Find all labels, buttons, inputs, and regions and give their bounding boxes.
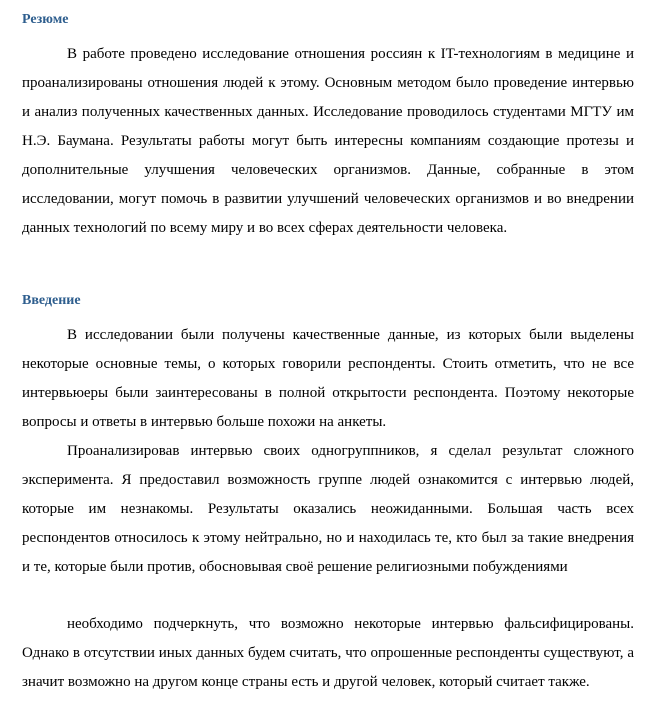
section-heading-introduction: Введение: [22, 293, 81, 308]
introduction-paragraph-1: В исследовании были получены качественные данные, из которых были выделены некоторые основные темы, о которых говорили респонденты. Стоить отметить, что не все интервьюеры были заинтересованы в полной открытости респондента. Поэтому некоторые вопросы и ответы в интервью больше похожи на анкеты.: [22, 327, 634, 430]
section-heading-summary: Резюме: [22, 12, 69, 27]
summary-paragraph: В работе проведено исследование отношения россиян к IT-технологиям в медицине и проанализированы отношения людей к этому. Основным методом было проведение интервью и анализ полученных качественных данных. Исследование проводилось студентами МГТУ им Н.Э. Баумана. Результаты работы могут быть интересны компаниям создающие протезы и дополнительные улучшения человеческих организмов. Данные, собранные в этом исследовании, могут помочь в развитии улучшений человеческих организмов и во внедрении данных технологий по всему миру и во всех сферах деятельности человека.: [22, 46, 634, 236]
introduction-paragraph-3: необходимо подчеркнуть, что возможно некоторые интервью фальсифицированы. Однако в отсутствии иных данных будем считать, что опрошенные респонденты существуют, а значит возможно на другом конце страны есть и другой человек, который считает также.: [22, 616, 634, 690]
introduction-paragraph-2: Проанализировав интервью своих одногруппников, я сделал результат сложного эксперимента. Я предоставил возможность группе людей ознакомится с интервью людей, которые им незнакомы. Результаты оказались неожиданными. Большая часть всех респондентов относилось к этому нейтрально, но и находилась те, кто был за такие внедрения и те, которые были против, обосновывая своё решение религиозными побуждениями: [22, 443, 634, 575]
